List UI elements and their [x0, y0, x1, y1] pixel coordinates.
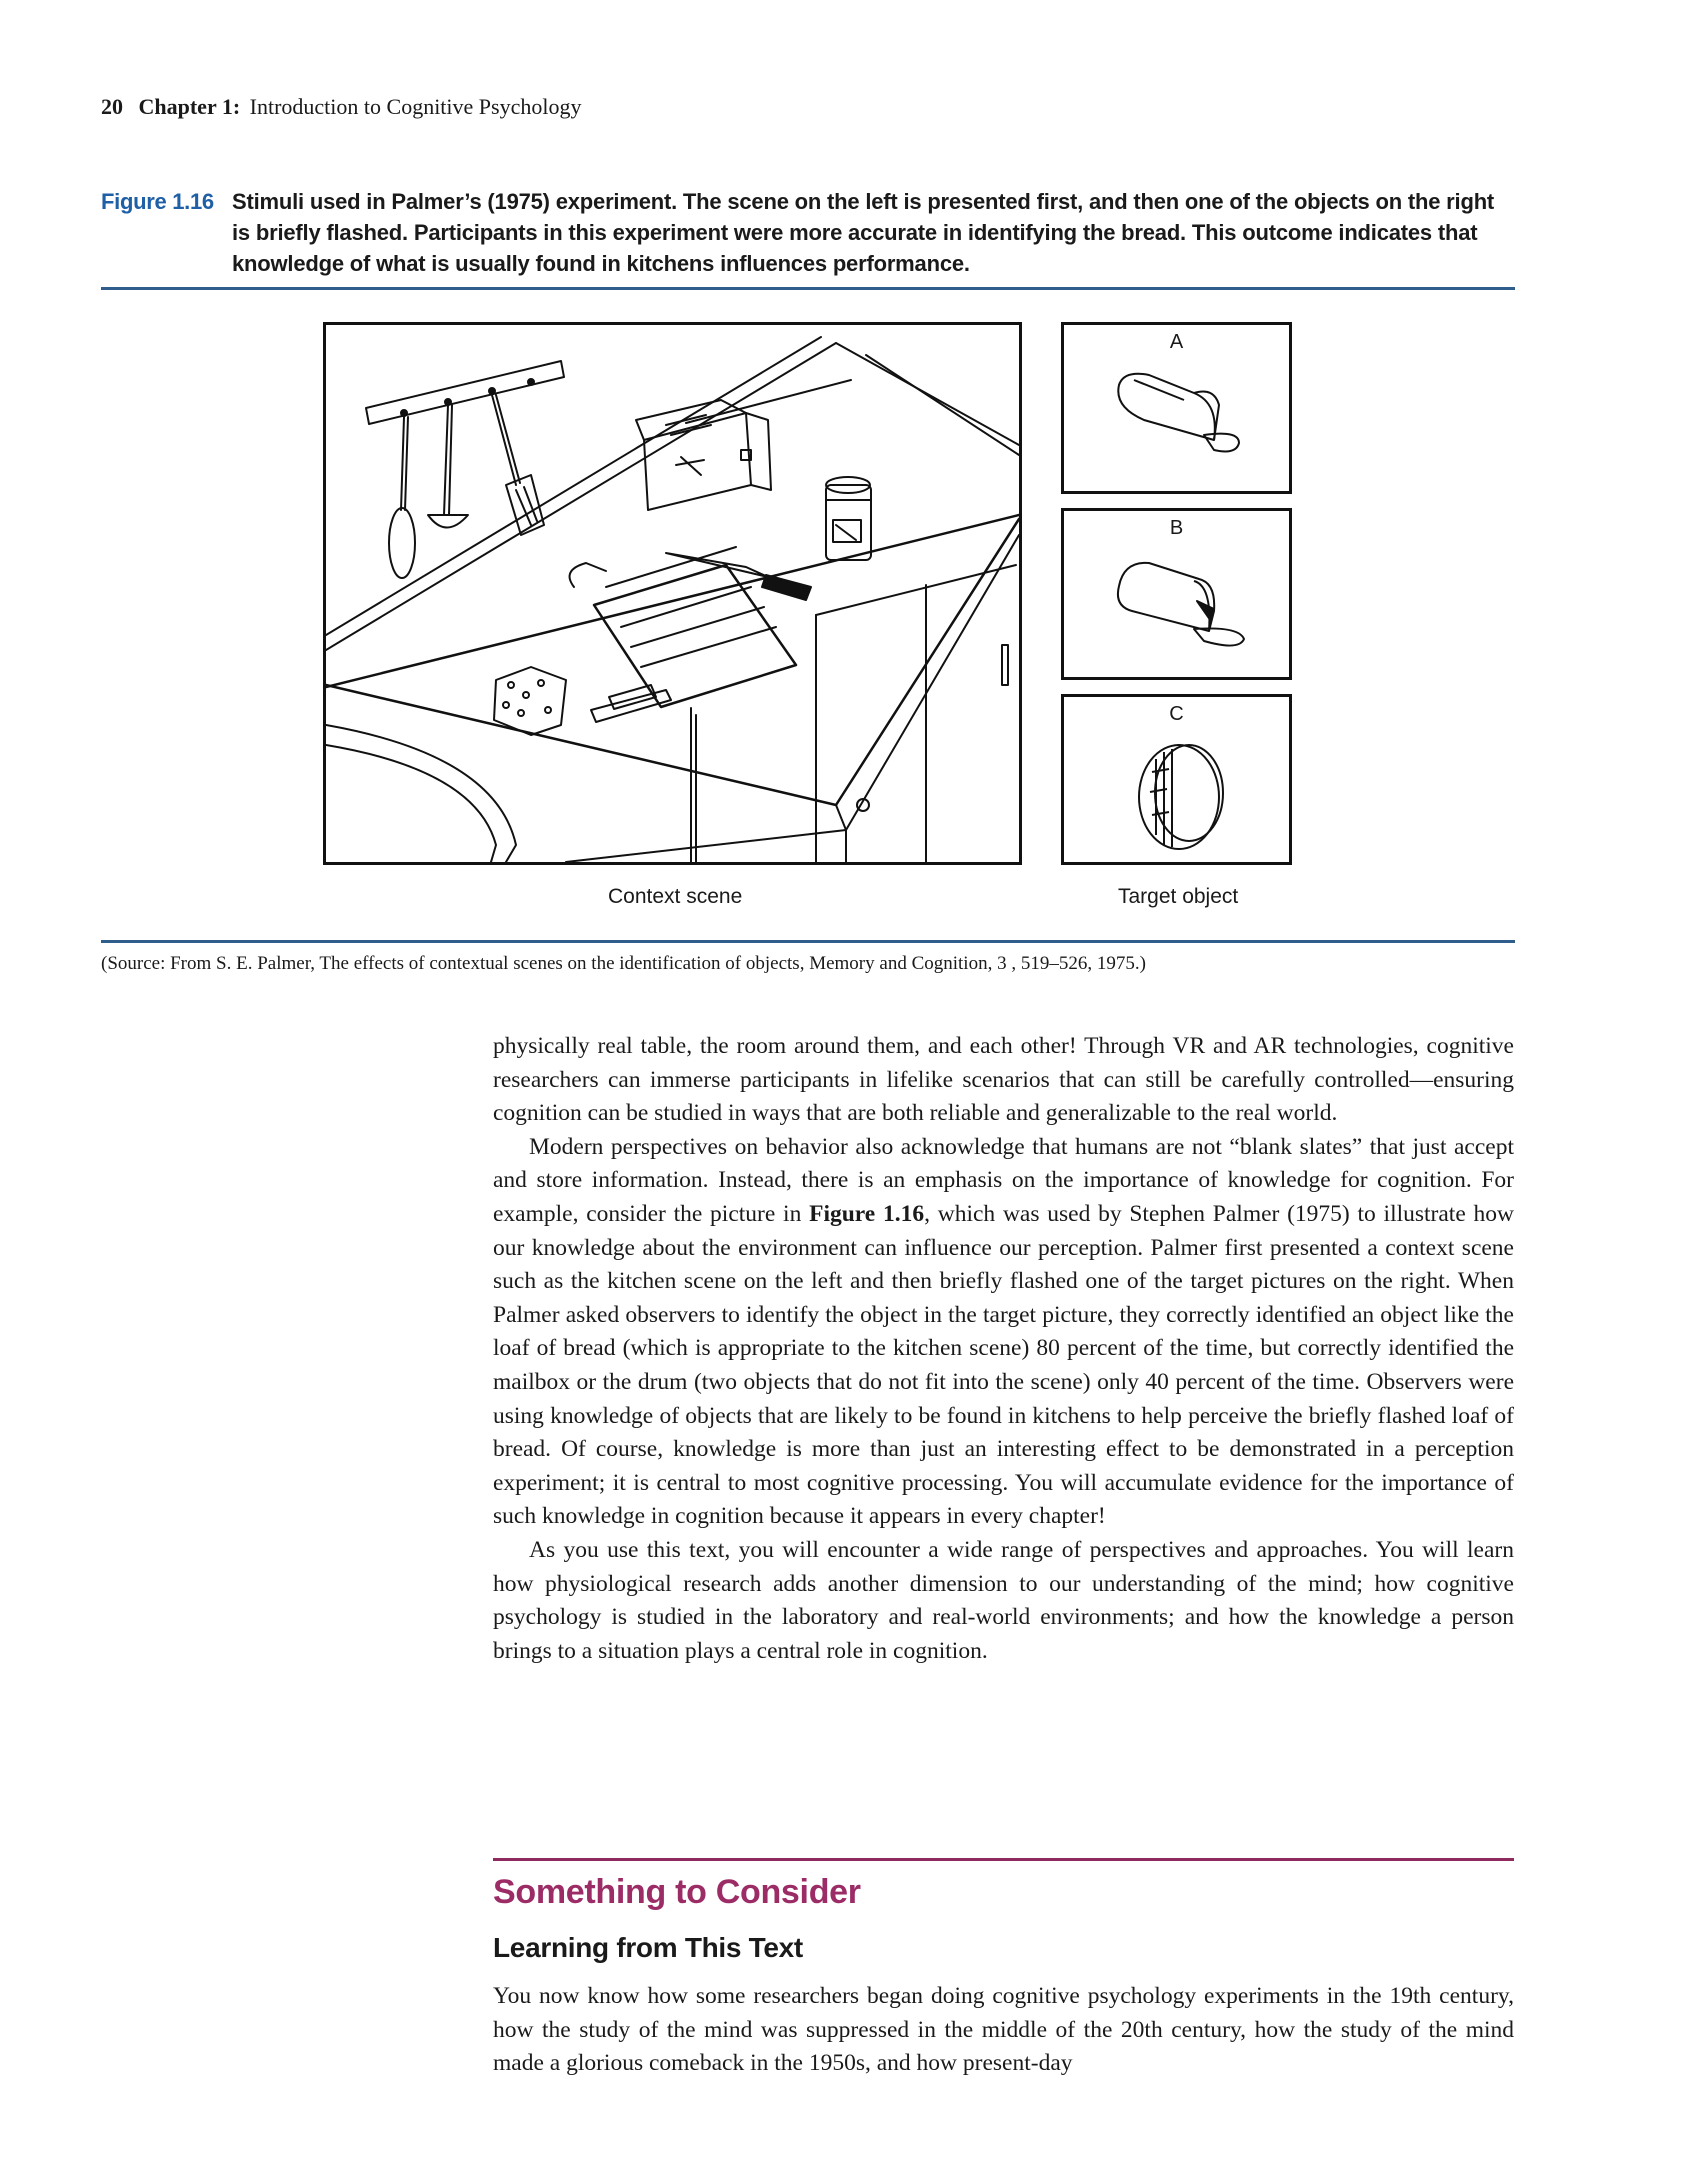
running-head: [101, 94, 581, 120]
paragraph-2-start: Modern perspectives on behavior also acknowledge that humans are not “blank slates” that just accept and store information. Instead, there is an emphasis on the importance of knowledge for cognition. For example, consider the picture in: [493, 1133, 1514, 1227]
section-rule: [493, 1858, 1514, 1861]
target-letter-a: A: [1169, 331, 1184, 353]
body-text: [493, 1030, 1514, 1668]
section-paragraph: You now know how some researchers began doing cognitive psychology experiments in the 19th century, how the study of the mind was suppressed in the middle of the 20th century, how the study of the mind made a glorious comeback in the 1950s, and how present-day: [493, 1983, 1514, 2077]
target-letter-c: C: [1169, 703, 1184, 725]
target-panel-a: [1061, 322, 1292, 494]
kitchen-scene-illustration: [326, 325, 1019, 862]
paragraph-3: As you use this text, you will encounter a wide range of perspectives and approaches. You will learn how physiological research adds another dimension to our understanding of the mind; how cognitive psychology is studied in the laboratory and real-world environments; and how the knowledge a person brings to a situation plays a central role in cognition.: [493, 1536, 1514, 1664]
figure-bottom-rule: [101, 940, 1515, 943]
chapter-label: Chapter 1:: [138, 94, 241, 119]
target-letter-b: B: [1169, 517, 1184, 539]
context-scene-panel: [323, 322, 1022, 865]
paragraph-2-end: , which was used by Stephen Palmer (1975) to illustrate how our knowledge about the environment can influence our perception. Palmer first presented a context scene such as the kitchen scene on the left and then briefly flashed one of the target pictures on the right. When Palmer asked observers to identify the object in the target picture, they correctly identified an object like the loaf of bread (which is appropriate to the kitchen scene) 80 percent of the time, but correctly identified the mailbox or the drum (two objects that do not fit into the scene) only 40 percent of the time. Observers were using knowledge of objects that are likely to be found in kitchens to help perceive the briefly flashed loaf of bread. Of course, knowledge is more than just an interesting effect to be demonstrated in a perception experiment; it is central to most cognitive processing. You will accumulate evidence for the importance of such knowledge in cognition because it appears in every chapter!: [493, 1200, 1514, 1530]
paragraph-1: physically real table, the room around them, and each other! Through VR and AR technologies, cognitive researchers can immerse participants in lifelike scenarios that can still be carefully controlled—ensuring cognition can be studied in ways that are both reliable and generalizable to the real world.: [493, 1033, 1514, 1127]
figure-caption-text: Stimuli used in Palmer’s (1975) experiment. The scene on the left is presented first, and then one of the objects on the right is briefly flashed. Participants in this experiment were more accurate in identifying the bread. This outcome indicates that knowledge of what is usually found in kitchens influences performance.: [232, 189, 1495, 276]
figure-reference: Figure 1.16: [809, 1200, 925, 1227]
figure-top-rule: [101, 287, 1515, 290]
target-object-label: Target object: [1118, 885, 1239, 908]
figure-label: Figure 1.16: [101, 189, 214, 214]
chapter-title: Introduction to Cognitive Psychology: [249, 94, 582, 119]
paragraph-2: [493, 1131, 1514, 1534]
section-title: Something to Consider: [493, 1873, 861, 1911]
subsection-title: Learning from This Text: [493, 1932, 803, 1963]
target-panel-c: [1061, 694, 1292, 865]
figure-source: (Source: From S. E. Palmer, The effects of contextual scenes on the identification of objects, Memory and Cognition, 3 , 519–526, 1975.): [101, 953, 1146, 974]
target-panel-b: [1061, 508, 1292, 680]
figure-caption: [101, 186, 1515, 279]
page-number: 20: [101, 94, 123, 119]
context-scene-label: Context scene: [608, 885, 743, 908]
